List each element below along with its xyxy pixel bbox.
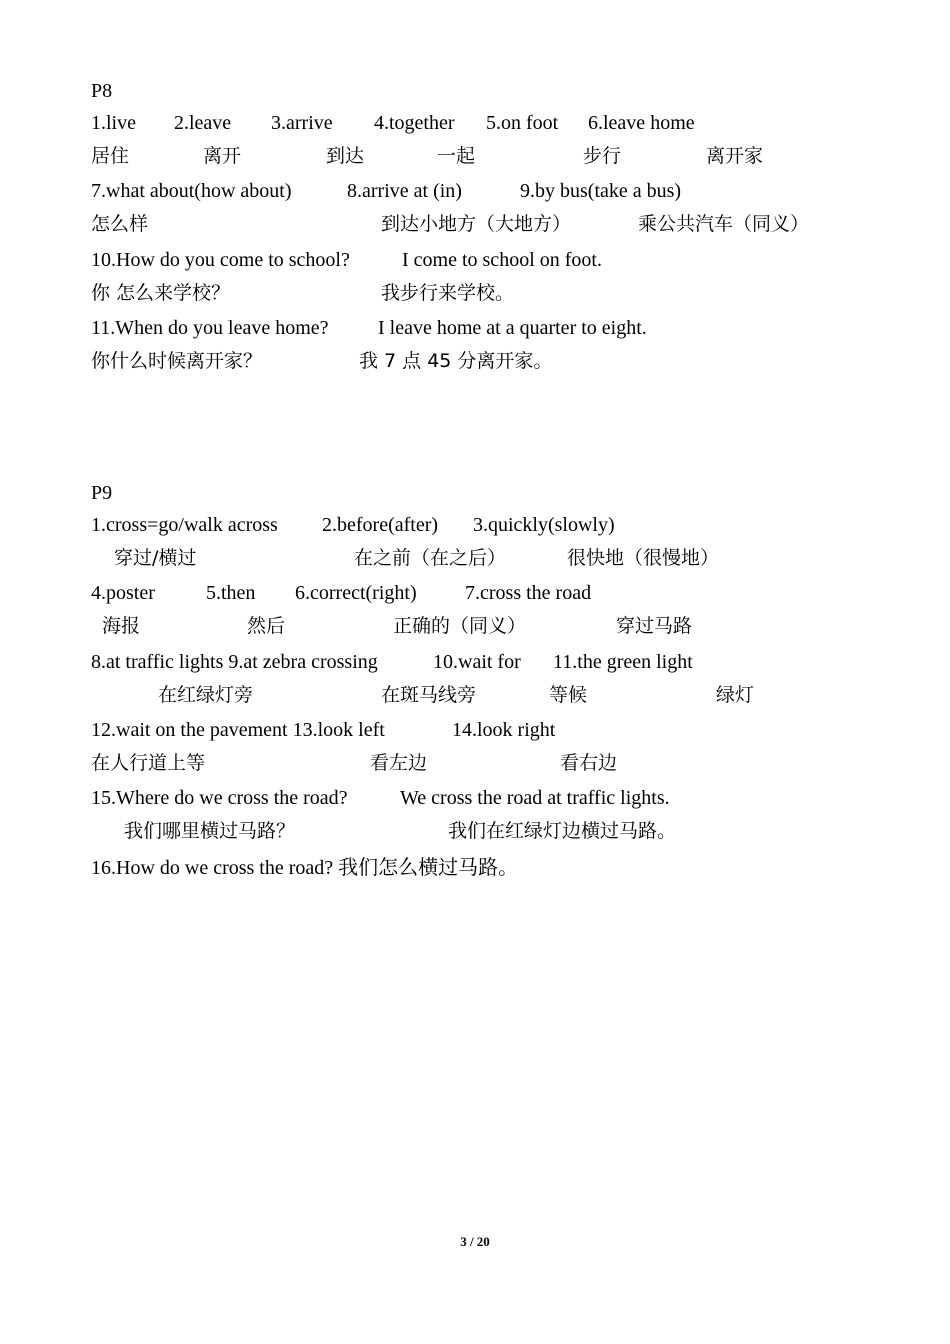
sentence-answer: I come to school on foot.: [402, 249, 602, 271]
sentence-question-translation: 你 怎么来学校？: [91, 282, 231, 304]
sentence-question-translation: 你什么时候离开家？: [91, 350, 263, 372]
sentence-answer-translation: 我 7 点 45 分离开家。: [359, 350, 553, 372]
vocab-item: 10.wait for: [433, 651, 521, 673]
translation-item: 在人行道上等: [91, 752, 206, 774]
translation-item: 离开: [203, 145, 242, 167]
translation-item: 在斑马线旁: [381, 684, 477, 706]
translation-item: 到达: [326, 145, 365, 167]
sentence-answer: We cross the road at traffic lights.: [400, 787, 670, 809]
translation-item: 一起: [437, 145, 476, 167]
translation-item: 乘公共汽车（同义）: [638, 213, 810, 235]
vocab-item: 8.at traffic lights 9.at zebra crossing: [91, 651, 378, 673]
vocab-item: 7.cross the road: [465, 582, 592, 604]
translation-item: 到达小地方（大地方）: [381, 213, 572, 235]
sentence-answer: I leave home at a quarter to eight.: [378, 317, 647, 339]
sentence-answer-translation: 我步行来学校。: [381, 282, 515, 304]
vocab-item: 6.leave home: [588, 112, 695, 134]
translation-item: 看左边: [370, 752, 428, 774]
vocab-item: 9.by bus(take a bus): [520, 180, 682, 202]
sentence-question: 15.Where do we cross the road?: [91, 787, 348, 809]
vocab-item: 3.quickly(slowly): [473, 514, 615, 536]
section-heading-p9: P9: [91, 482, 113, 504]
sentence-question: 16.How do we cross the road? 我们怎么横过马路。: [91, 857, 519, 879]
vocab-item: 5.on foot: [486, 112, 559, 134]
page-number: 3 / 20: [460, 1234, 490, 1249]
vocab-item: 5.then: [206, 582, 256, 604]
vocab-item: 4.poster: [91, 582, 155, 604]
vocab-item: 14.look right: [452, 719, 556, 741]
translation-item: 等候: [549, 684, 588, 706]
translation-item: 海报: [102, 615, 141, 637]
vocab-item: 2.leave: [174, 112, 232, 134]
sentence-answer-translation: 我们在红绿灯边横过马路。: [448, 820, 677, 842]
section-heading-p8: P8: [91, 80, 113, 102]
translation-item: 在红绿灯旁: [158, 684, 254, 706]
translation-item: 绿灯: [716, 684, 755, 706]
translation-item: 很快地（很慢地）: [567, 547, 720, 569]
translation-item: 正确的（同义）: [393, 615, 527, 637]
translation-item: 步行: [583, 145, 622, 167]
translation-item: 离开家: [706, 145, 764, 167]
vocab-item: 3.arrive: [271, 112, 333, 134]
translation-item: 看右边: [560, 752, 618, 774]
vocab-item: 2.before(after): [322, 514, 439, 536]
sentence-question: 11.When do you leave home?: [91, 317, 329, 339]
vocab-item: 11.the green light: [553, 651, 693, 673]
vocab-item: 8.arrive at (in): [347, 180, 462, 202]
translation-item: 穿过/横过: [114, 547, 197, 569]
vocab-item: 4.together: [374, 112, 455, 134]
vocab-item: 6.correct(right): [295, 582, 417, 604]
translation-item: 居住: [91, 145, 130, 167]
vocab-item: 7.what about(how about): [91, 180, 292, 202]
vocab-item: 12.wait on the pavement 13.look left: [91, 719, 385, 741]
translation-item: 然后: [247, 615, 286, 637]
sentence-question-translation: 我们哪里横过马路？: [124, 820, 296, 842]
translation-item: 在之前（在之后）: [354, 547, 507, 569]
translation-item: 穿过马路: [616, 615, 693, 637]
vocab-item: 1.live: [91, 112, 136, 134]
translation-item: 怎么样: [91, 213, 149, 235]
sentence-question: 10.How do you come to school?: [91, 249, 350, 271]
vocab-item: 1.cross=go/walk across: [91, 514, 278, 536]
